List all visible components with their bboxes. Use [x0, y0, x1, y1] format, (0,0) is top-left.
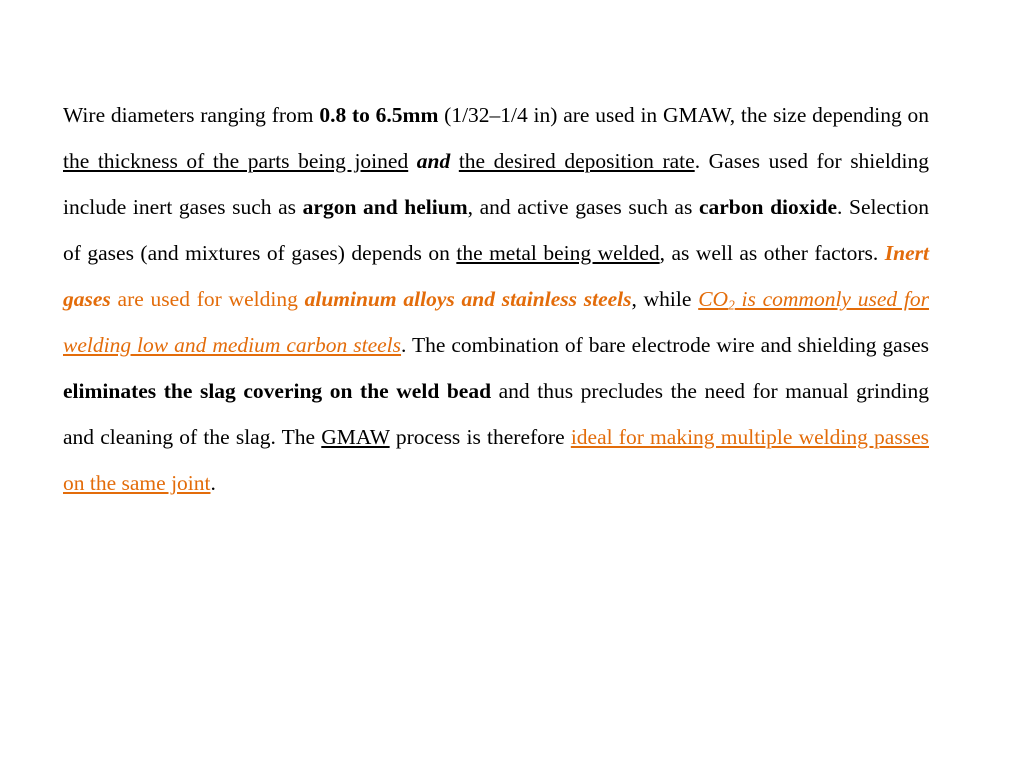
text-run — [408, 149, 417, 173]
text-run: process is therefore — [389, 425, 571, 449]
orange-text-run: are used for welding — [110, 287, 305, 311]
underlined-metal-being-welded: the metal being welded — [456, 241, 660, 265]
text-run: and thus precludes the need for manual grinding and cleaning of the slag. The — [63, 379, 929, 449]
text-run: , and active gases such as — [467, 195, 699, 219]
text-run: (1/32–1/4 in) are used in GMAW, the size depending on — [438, 103, 930, 127]
bold-carbon-dioxide: carbon dioxide — [698, 195, 837, 219]
bold-wire-diameter-range: 0.8 to 6.5mm — [319, 103, 439, 127]
slide-body — [63, 92, 929, 506]
co2-text: CO — [698, 287, 729, 311]
text-run: Wire diameters ranging from — [63, 103, 320, 127]
co2-usage-text: is commonly used for welding low and medium carbon steels — [63, 287, 929, 357]
orange-ideal-multiple-passes: ideal for making multiple welding passes on the same joint — [63, 425, 929, 495]
text-run — [450, 149, 459, 173]
text-run: . Selection of gases (and mixtures of gases) depends on — [63, 195, 929, 265]
underlined-part-thickness: the thickness of the parts being joined — [63, 149, 409, 173]
underlined-gmaw: GMAW — [321, 425, 390, 449]
orange-aluminum-stainless: aluminum alloys and stainless steels — [304, 287, 632, 311]
gmaw-paragraph — [63, 92, 929, 506]
underlined-deposition-rate: the desired deposition rate — [458, 149, 695, 173]
co2-subscript: 2 — [728, 297, 735, 313]
text-run: . — [210, 471, 216, 495]
bold-italic-and: and — [416, 149, 451, 173]
orange-inert-gases: Inert gases — [63, 241, 929, 311]
text-run: . The combination of bare electrode wire and shielding gases — [401, 333, 930, 357]
text-run: , as well as other factors. — [659, 241, 885, 265]
text-run: . Gases used for shielding include inert gases such as — [63, 149, 930, 219]
text-run: , while — [631, 287, 699, 311]
bold-eliminates-slag: eliminates the slag covering on the weld bead — [63, 379, 492, 403]
bold-argon-helium: argon and helium — [302, 195, 468, 219]
